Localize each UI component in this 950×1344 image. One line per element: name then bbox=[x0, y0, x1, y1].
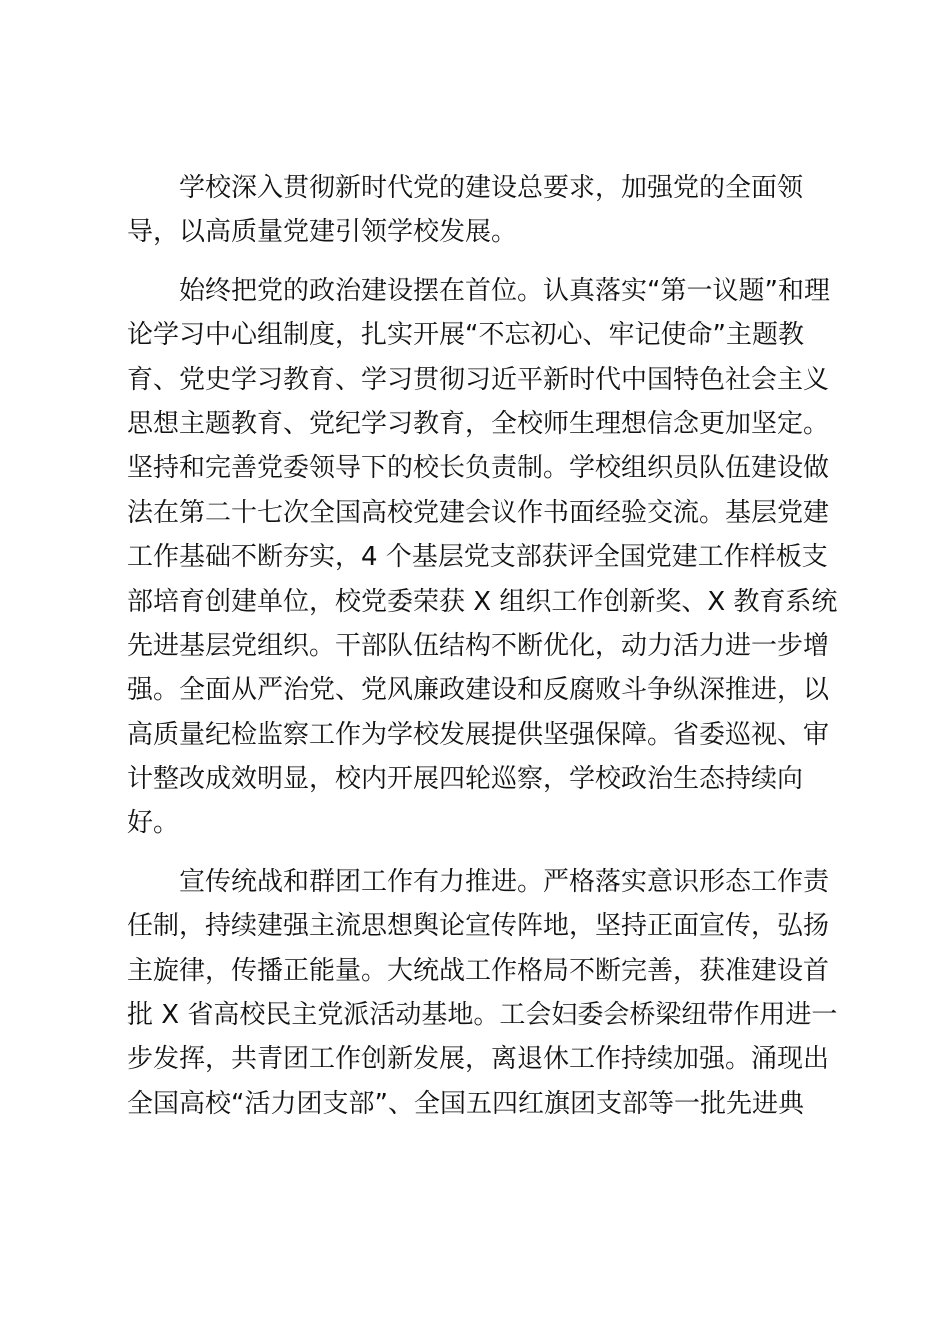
text-line: 部培育创建单位，校党委荣获 X 组织工作创新奖、X 教育系统 bbox=[127, 586, 838, 617]
text-line: 计整改成效明显，校内开展四轮巡察，学校政治生态持续向 bbox=[127, 764, 804, 795]
document-body bbox=[127, 166, 838, 1140]
text-line: 始终把党的政治建设摆在首位。认真落实“第一议题”和理 bbox=[179, 275, 830, 306]
paragraph-publicity-united-front bbox=[127, 860, 838, 1126]
text-line: 全国高校“活力团支部”、全国五四红旗团支部等一批先进典 bbox=[127, 1088, 804, 1119]
text-line: 工作基础不断夯实，4 个基层党支部获评全国党建工作样板支 bbox=[127, 542, 828, 573]
text-line: 法在第二十七次全国高校党建会议作书面经验交流。基层党建 bbox=[127, 497, 830, 528]
text-line: 导，以高质量党建引领学校发展。 bbox=[127, 217, 518, 248]
text-line: 任制，持续建强主流思想舆论宣传阵地，坚持正面宣传，弘扬 bbox=[127, 911, 830, 942]
text-line: 好。 bbox=[127, 808, 180, 839]
paragraph-party-building-summary bbox=[127, 166, 823, 255]
text-line: 学校深入贯彻新时代党的建设总要求，加强党的全面领 bbox=[179, 173, 804, 203]
text-line: 主旋律，传播正能量。大统战工作格局不断完善，获准建设首 bbox=[127, 955, 830, 986]
text-line: 思想主题教育、党纪学习教育，全校师生理想信念更加坚定。 bbox=[127, 408, 830, 439]
text-line: 育、党史学习教育、学习贯彻习近平新时代中国特色社会主义 bbox=[127, 364, 830, 395]
text-line: 高质量纪检监察工作为学校发展提供坚强保障。省委巡视、审 bbox=[127, 719, 830, 750]
text-line: 宣传统战和群团工作有力推进。严格落实意识形态工作责 bbox=[179, 866, 830, 897]
text-line: 论学习中心组制度，扎实开展“不忘初心、牢记使命”主题教 bbox=[127, 320, 804, 351]
text-line: 步发挥，共青团工作创新发展，离退休工作持续加强。涌现出 bbox=[127, 1044, 830, 1075]
text-line: 坚持和完善党委领导下的校长负责制。学校组织员队伍建设做 bbox=[127, 453, 830, 484]
text-line: 先进基层党组织。干部队伍结构不断优化，动力活力进一步增 bbox=[127, 630, 830, 661]
paragraph-political-construction bbox=[127, 269, 838, 846]
text-line: 批 X 省高校民主党派活动基地。工会妇委会桥梁纽带作用进一 bbox=[127, 1000, 838, 1031]
text-line: 强。全面从严治党、党风廉政建设和反腐败斗争纵深推进，以 bbox=[127, 675, 830, 706]
